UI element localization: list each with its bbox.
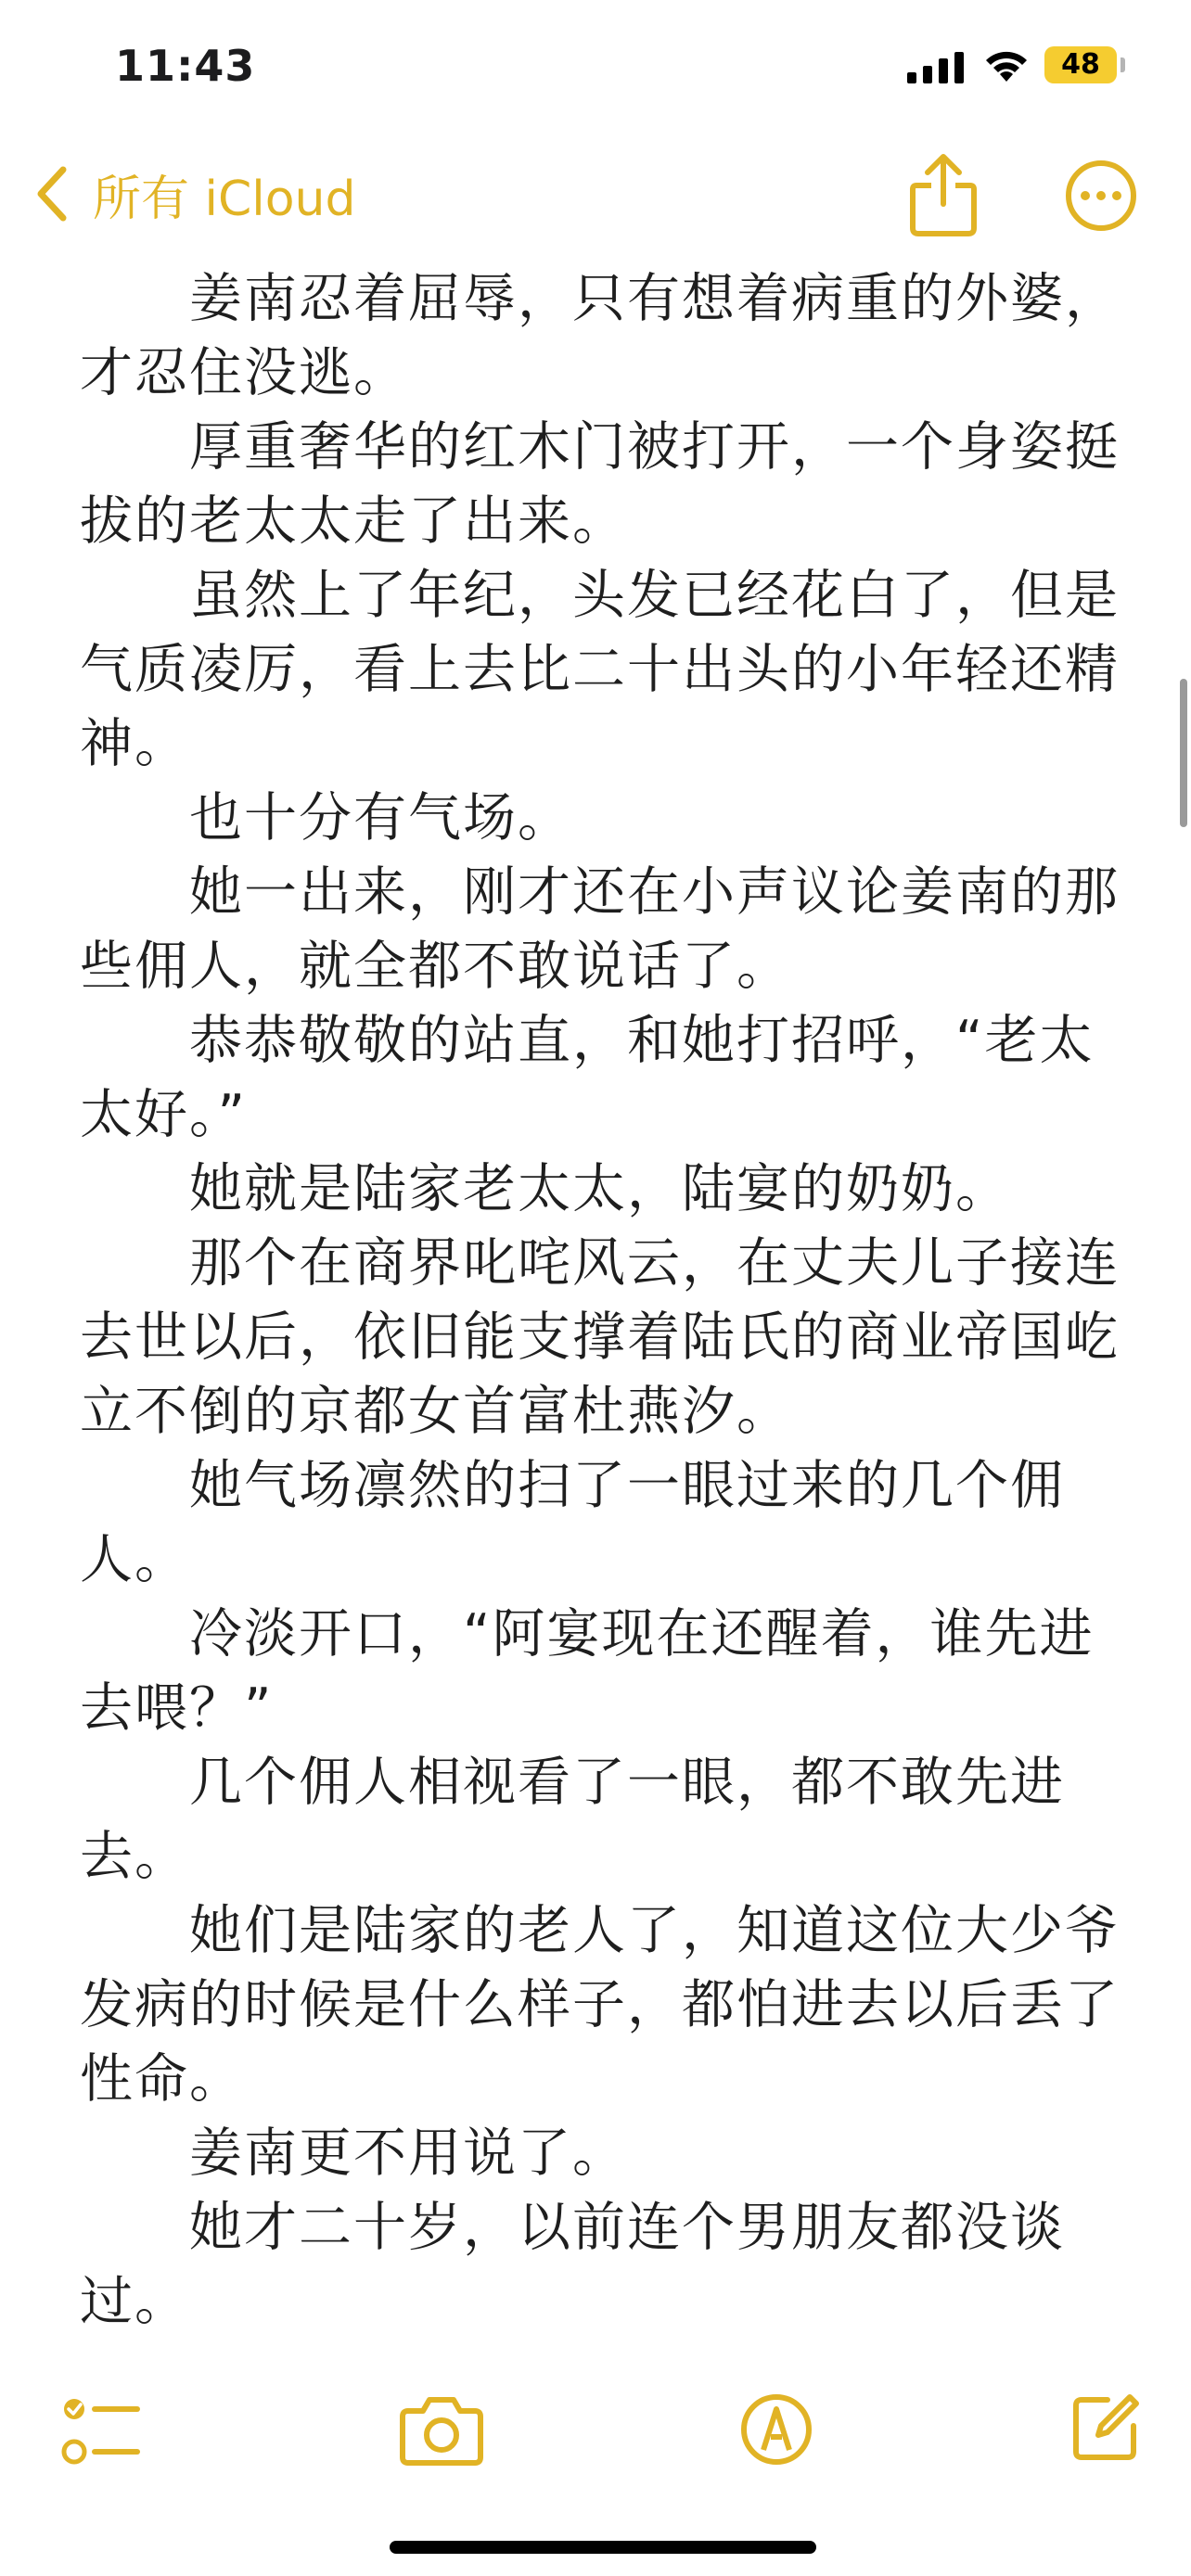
note-paragraph: 那个在商界叱咤风云，在丈夫儿子接连去世以后，依旧能支撑着陆氏的商业帝国屹立不倒的京都女首富杜燕汐。: [80, 1232, 1120, 1442]
status-time: 11:43: [115, 41, 256, 91]
share-icon[interactable]: [907, 152, 980, 237]
note-body[interactable]: [80, 261, 1128, 2339]
note-paragraph: 恭恭敬敬的站直，和她打招呼，“老太太好。”: [80, 1010, 1095, 1145]
note-paragraph: 姜南更不用说了。: [189, 2123, 627, 2184]
note-paragraph: 她们是陆家的老人了，知道这位大少爷发病的时候是什么样子，都怕进去以后丢了性命。: [80, 1900, 1120, 2110]
battery-indicator: [1044, 46, 1117, 83]
note-paragraph: 冷淡开口，“阿宴现在还醒着，谁先进去喂？”: [80, 1603, 1095, 1739]
status-bar: [0, 0, 1191, 139]
camera-icon[interactable]: [399, 2392, 484, 2467]
scroll-indicator[interactable]: [1180, 679, 1187, 827]
home-indicator: [390, 2541, 816, 2554]
wifi-icon: [981, 46, 1031, 83]
battery-tip: [1121, 57, 1125, 72]
note-paragraph: 也十分有气场。: [189, 787, 572, 848]
note-paragraph: 她气场凛然的扫了一眼过来的几个佣人。: [80, 1455, 1065, 1590]
back-button[interactable]: [33, 161, 356, 226]
navigation-bar: [0, 139, 1191, 260]
note-paragraph: 她就是陆家老太太，陆宴的奶奶。: [189, 1158, 1010, 1219]
battery-level: 48: [1061, 48, 1100, 81]
back-label: 所有 iCloud: [93, 171, 356, 227]
compose-icon[interactable]: [1070, 2392, 1141, 2463]
bottom-toolbar: [0, 2355, 1191, 2504]
note-paragraph: 她一出来，刚才还在小声议论姜南的那些佣人，就全都不敢说话了。: [80, 861, 1120, 997]
ellipsis-circle-icon[interactable]: [1065, 159, 1137, 232]
markup-pen-icon[interactable]: [739, 2392, 813, 2467]
cellular-signal-icon: [907, 52, 965, 83]
note-paragraph: 虽然上了年纪，头发已经花白了，但是气质凌厉，看上去比二十出头的小年轻还精神。: [80, 565, 1120, 774]
note-paragraph: 厚重奢华的红木门被打开，一个身姿挺拔的老太太走了出来。: [80, 416, 1120, 552]
chevron-left-icon: [33, 164, 70, 223]
note-paragraph: 几个佣人相视看了一眼，都不敢先进去。: [80, 1752, 1065, 1887]
checklist-icon[interactable]: [61, 2392, 141, 2472]
note-paragraph: 她才二十岁，以前连个男朋友都没谈过。: [80, 2197, 1065, 2332]
note-paragraph: 姜南忍着屈辱，只有想着病重的外婆，才忍住没逃。: [80, 268, 1120, 403]
